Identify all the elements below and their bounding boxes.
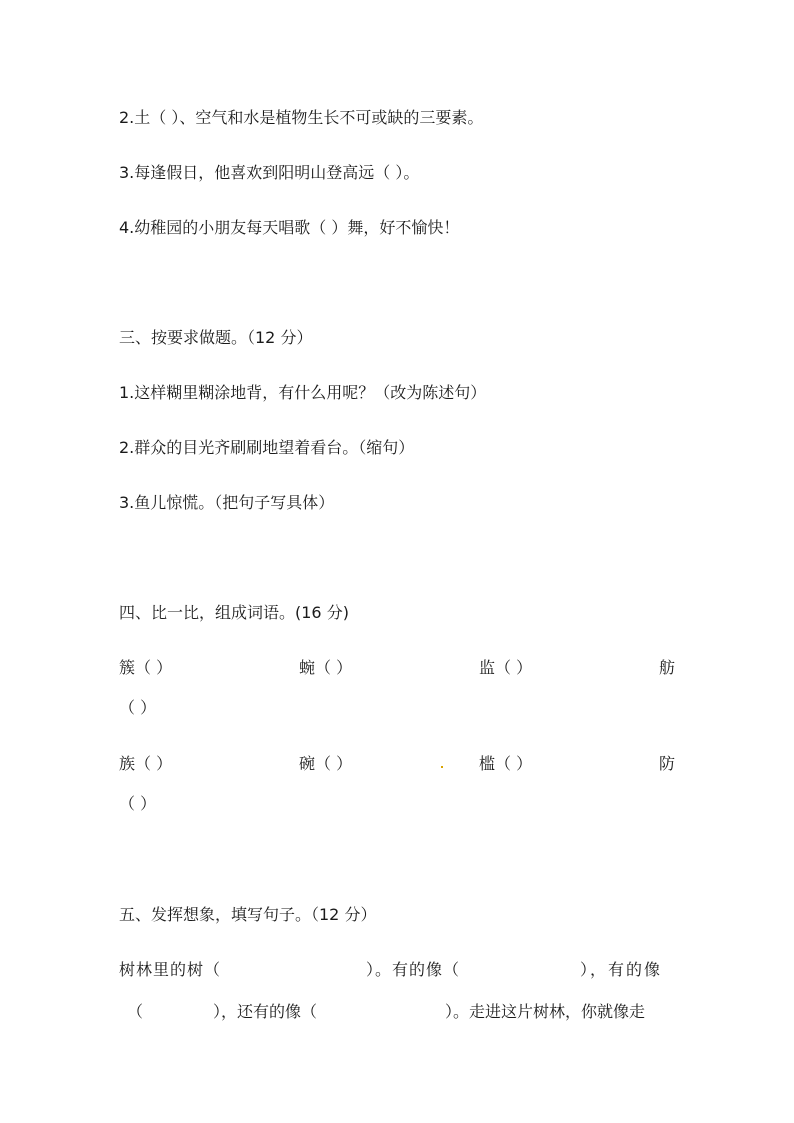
word-char: 蜿 [298, 658, 315, 677]
word-group [479, 754, 532, 774]
word-group [119, 658, 172, 678]
blank-paren: （ ） [494, 658, 533, 677]
word-char: 槛 [478, 754, 495, 773]
word-char: 族 [119, 754, 136, 773]
word-char: 碗 [298, 754, 315, 773]
section3-item-2: 2.群众的目光齐刷刷地望着看台。（缩句） [119, 438, 415, 457]
word-group [299, 658, 352, 678]
section5-line1-part2: ）。有的像（ [366, 960, 461, 979]
section5-line2-part2: ），还有的像（ [213, 1002, 318, 1021]
word-char: 簇 [119, 658, 136, 677]
word-char: 防 [658, 754, 675, 773]
word-row-2 [119, 754, 675, 774]
blank-paren: （ ） [119, 794, 157, 813]
section5-line2-part1: （ [127, 1002, 144, 1021]
section5-heading: 五、发挥想象，填写句子。（12 分） [119, 905, 377, 924]
word-char: 舫 [658, 658, 675, 677]
section3-item-3: 3.鱼儿惊慌。（把句子写具体） [119, 493, 335, 512]
section2-item-3: 3.每逢假日，他喜欢到阳明山登高远（ ）。 [119, 163, 420, 182]
blank-paren: （ ） [135, 754, 173, 773]
section3-item-1: 1.这样糊里糊涂地背，有什么用呢？（改为陈述句） [119, 383, 487, 402]
word-group [479, 658, 532, 678]
section5-line1-part1: 树林里的树（ [119, 960, 222, 979]
blank-paren: （ ） [315, 754, 353, 773]
blank-paren: （ ） [135, 658, 173, 677]
section2-item-2: 2.土（ ）、空气和水是植物生长不可或缺的三要素。 [119, 108, 484, 127]
blank-paren: （ ） [494, 754, 533, 773]
section2-item-4: 4.幼稚园的小朋友每天唱歌（ ）舞，好不愉快！ [119, 218, 460, 237]
stray-mark [441, 766, 443, 768]
word-group [119, 754, 172, 774]
blank-paren: （ ） [119, 698, 157, 717]
word-char: 监 [478, 658, 495, 677]
section5-line2-part3: ）。走进这片树林，你就像走 [445, 1002, 646, 1021]
section4-heading: 四、比一比，组成词语。(16 分) [119, 603, 349, 622]
blank-paren: （ ） [315, 658, 353, 677]
section3-heading: 三、按要求做题。（12 分） [119, 328, 313, 347]
section5-line1-part3: ），有的像 [580, 960, 663, 979]
word-row-1 [119, 658, 675, 678]
word-group [299, 754, 352, 774]
